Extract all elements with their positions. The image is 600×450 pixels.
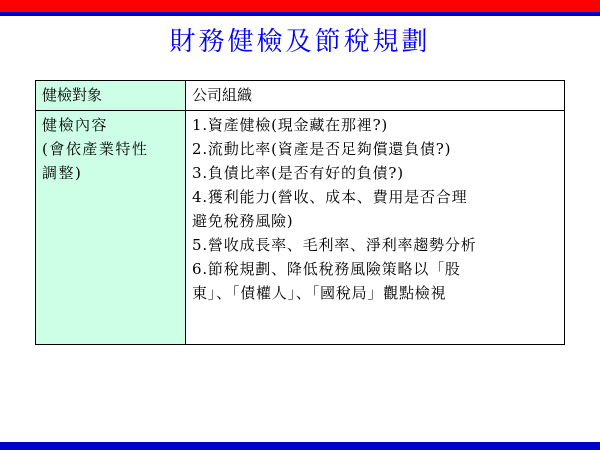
content-item-line: 東」、「債權人」、「國稅局」觀點檢視 <box>192 284 447 302</box>
content-label-line: (會依產業特性 <box>42 140 149 158</box>
content-item-line: 3.負債比率(是否有好的負債?) <box>192 164 404 182</box>
content-item-line: 2.流動比率(資產是否足夠償還負債?) <box>192 140 452 158</box>
content-item-line: 4.獲利能力(營收、成本、費用是否合理 <box>192 188 468 206</box>
content-label-line: 健檢內容 <box>42 116 109 134</box>
content-label <box>36 111 186 345</box>
table-row-content <box>36 111 565 345</box>
checkup-table <box>35 80 565 345</box>
content-item-line: 6.節稅規劃、降低稅務風險策略以「股 <box>192 260 461 278</box>
top-blue-bar <box>0 12 600 16</box>
bottom-blue-bar <box>0 442 600 450</box>
content-label-line: 調整) <box>42 164 83 182</box>
content-item-line: 5.營收成長率、毛利率、淨利率趨勢分析 <box>192 236 477 254</box>
content-item-line: 1.資產健檢(現金藏在那裡?) <box>192 116 389 134</box>
content-item-line: 避免稅務風險) <box>192 212 294 230</box>
table-row-target <box>36 81 565 111</box>
target-value: 公司組織 <box>186 81 565 111</box>
target-label: 健檢對象 <box>36 81 186 111</box>
content-items <box>186 111 565 345</box>
slide-title: 財務健檢及節稅規劃 <box>169 27 431 57</box>
top-red-bar <box>0 0 600 12</box>
